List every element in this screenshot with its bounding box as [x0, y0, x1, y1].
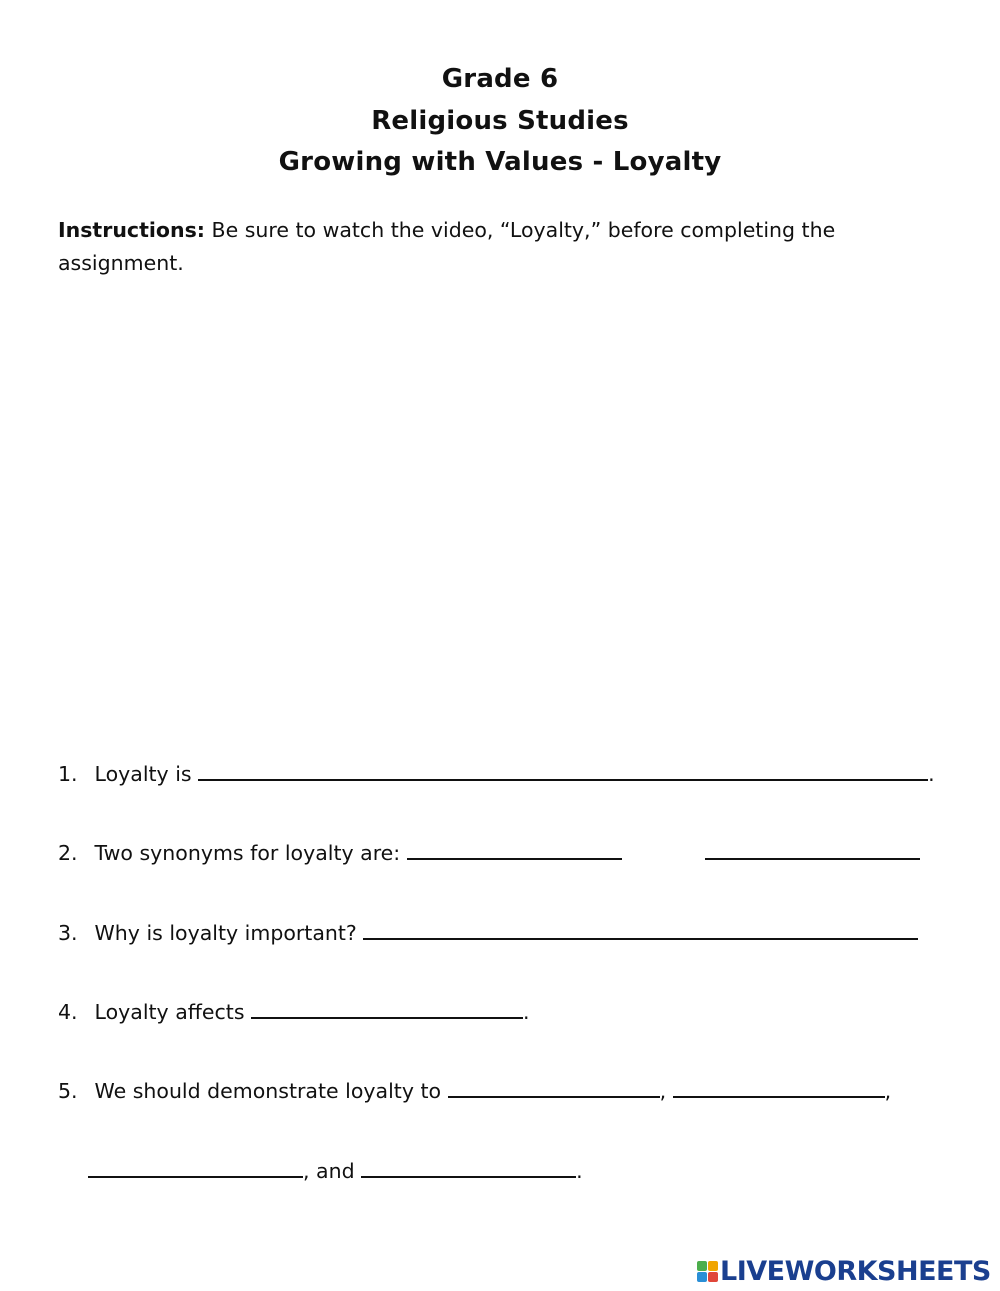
logo-blocks-icon — [697, 1261, 718, 1282]
title-topic: Growing with Values - Loyalty — [278, 147, 722, 177]
answer-blank-4[interactable] — [251, 995, 523, 1019]
answer-blank-5d[interactable] — [361, 1154, 576, 1178]
answer-blank-3[interactable] — [363, 916, 918, 940]
question-3 — [58, 916, 918, 948]
instructions-text: Be sure to watch the video, “Loyalty,” before completing the assignment. — [58, 218, 836, 275]
question-4 — [58, 995, 530, 1027]
question-end: . — [523, 1000, 530, 1024]
question-2 — [58, 836, 920, 868]
separator: , — [659, 1079, 667, 1103]
question-number: 2. — [58, 841, 78, 865]
answer-blank-1[interactable] — [198, 757, 928, 781]
title-grade: Grade 6 — [441, 64, 559, 94]
question-number: 1. — [58, 762, 78, 786]
answer-blank-2b[interactable] — [705, 836, 920, 860]
instructions-label: Instructions: — [58, 218, 205, 242]
question-5 — [58, 1074, 891, 1106]
question-text: Loyalty is — [94, 762, 192, 786]
question-number: 3. — [58, 921, 78, 945]
separator: , — [884, 1079, 892, 1103]
answer-blank-2a[interactable] — [407, 836, 622, 860]
question-end: . — [928, 762, 935, 786]
question-number: 5. — [58, 1079, 78, 1103]
question-text: We should demonstrate loyalty to — [94, 1079, 442, 1103]
question-text: Loyalty affects — [94, 1000, 245, 1024]
liveworksheets-logo — [697, 1255, 991, 1287]
title-subject: Religious Studies — [371, 106, 629, 136]
separator: , and — [303, 1159, 355, 1183]
answer-blank-5c[interactable] — [88, 1154, 303, 1178]
logo-text: LIVEWORKSHEETS — [720, 1255, 991, 1287]
question-text: Why is loyalty important? — [94, 921, 357, 945]
question-5-continued — [88, 1154, 583, 1186]
question-number: 4. — [58, 1000, 78, 1024]
answer-blank-5b[interactable] — [673, 1074, 885, 1098]
question-text: Two synonyms for loyalty are: — [94, 841, 401, 865]
question-1 — [58, 757, 935, 789]
instructions — [58, 214, 918, 280]
answer-blank-5a[interactable] — [448, 1074, 660, 1098]
question-end: . — [576, 1159, 583, 1183]
